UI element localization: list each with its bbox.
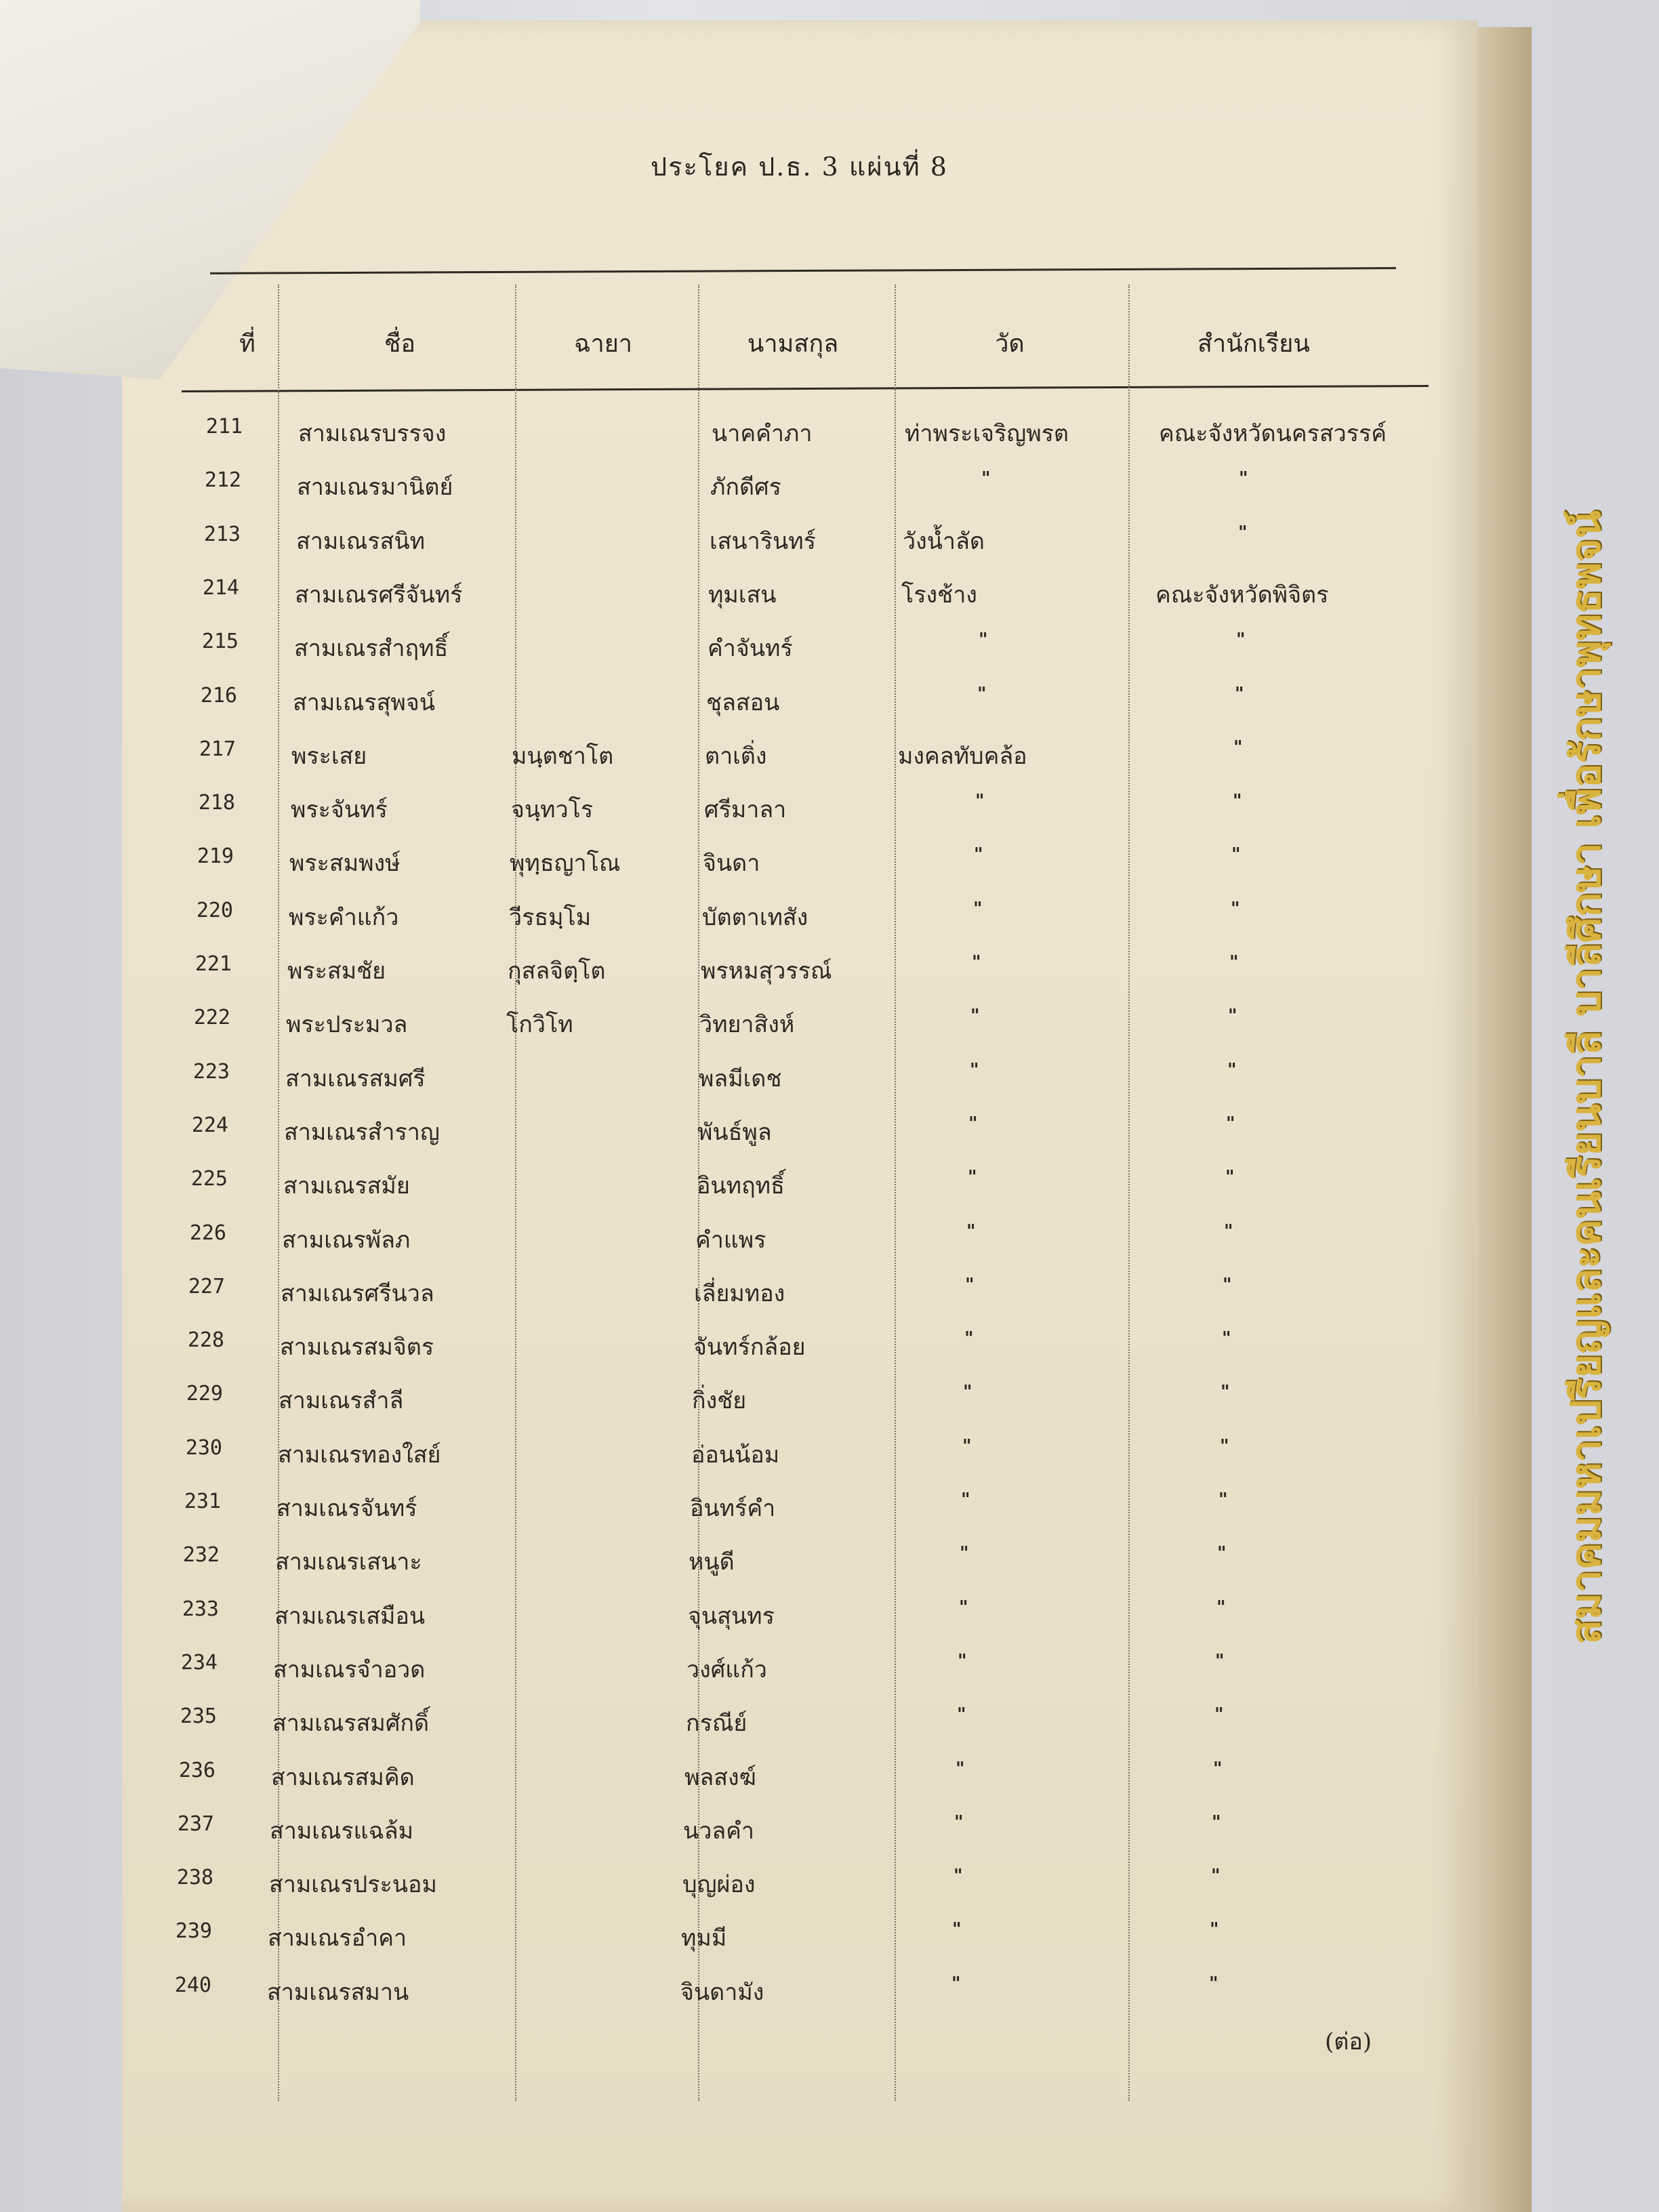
- cell-office: ": [1214, 1704, 1224, 1725]
- cell-office: ": [1213, 1759, 1223, 1779]
- cell-wat: ": [956, 1759, 965, 1779]
- table-row: [0, 1436, 1267, 1477]
- cell-no: 236: [178, 1759, 216, 1782]
- cell-alias: โกวิโท: [506, 1011, 573, 1038]
- cell-surname: ตาเติ่ง: [705, 743, 767, 770]
- table-row: [0, 1543, 1265, 1584]
- table-row: [0, 1113, 1273, 1154]
- cell-surname: ทุมมี: [681, 1925, 727, 1952]
- cell-wat: ": [958, 1651, 967, 1671]
- cell-name: สามเณรศรีจันทร์: [295, 581, 463, 609]
- cell-name: สามเณรสมศรี: [285, 1065, 426, 1092]
- cell-name: สามเณรเสนาะ: [275, 1549, 422, 1576]
- watermark: [1538, 447, 1633, 1708]
- cell-no: 223: [192, 1060, 230, 1084]
- cell-surname: คำจันทร์: [708, 635, 793, 662]
- cell-office: ": [1239, 468, 1248, 489]
- cell-no: 221: [194, 952, 232, 976]
- cell-office: ": [1211, 1866, 1221, 1886]
- cell-surname: จินดา: [703, 850, 760, 877]
- cell-name: พระจันทร์: [291, 796, 388, 823]
- cell-surname: พันธ์พูล: [697, 1119, 772, 1146]
- cell-name: สามเณรมานิตย์: [297, 474, 453, 501]
- cell-wat: ": [954, 1812, 964, 1832]
- cell-name: สามเณรสำราญ: [284, 1119, 440, 1146]
- watermark-text: สมาคมมหาเปรียญและคนเรียนบาลี บาลีศึกษา เพื่อรักษาพุทธพจน์: [1562, 510, 1610, 1645]
- cell-office: ": [1233, 737, 1243, 758]
- cell-no: 212: [204, 468, 241, 492]
- table-row: [0, 1919, 1257, 1960]
- cell-surname: ทุมเสน: [708, 581, 777, 609]
- table-row: [0, 1704, 1262, 1745]
- cell-office: ": [1215, 1651, 1225, 1671]
- cell-no: 222: [193, 1006, 230, 1029]
- table-row: [0, 1597, 1264, 1638]
- header-surname: นามสกุล: [747, 330, 839, 358]
- cell-office: ": [1238, 523, 1248, 543]
- cell-name: พระประมวล: [286, 1011, 408, 1038]
- cell-wat: ท่าพระเจริญพรต: [905, 420, 1069, 447]
- cell-surname: จุนสุนทร: [688, 1603, 775, 1630]
- cell-no: 238: [176, 1866, 213, 1889]
- cell-surname: กรณีย์: [686, 1710, 747, 1737]
- table-row: [0, 468, 1286, 509]
- cell-office: ": [1216, 1597, 1226, 1618]
- cell-surname: จันทร์กล้อย: [693, 1334, 806, 1361]
- cell-surname: นาคคำภา: [712, 420, 813, 447]
- cell-wat: โรงช้าง: [901, 581, 977, 609]
- cell-wat: ": [970, 1006, 980, 1026]
- cell-wat: ": [962, 1436, 972, 1456]
- cell-wat: ": [957, 1704, 966, 1725]
- cell-wat: ": [974, 844, 983, 865]
- cell-name: สามเณรสุพจน์: [293, 689, 436, 716]
- cell-office: ": [1210, 1919, 1219, 1940]
- cell-office: ": [1228, 1006, 1237, 1026]
- cell-office: ": [1233, 791, 1242, 811]
- table-row: [0, 1651, 1263, 1692]
- cell-surname: อ่อนน้อม: [691, 1441, 780, 1469]
- cell-office: ": [1235, 684, 1244, 704]
- cell-no: 239: [175, 1919, 212, 1943]
- cell-no: 234: [180, 1651, 218, 1675]
- cell-surname: พรหมสุวรรณ์: [701, 958, 832, 985]
- cell-no: 237: [177, 1812, 214, 1836]
- cell-no: 227: [188, 1275, 225, 1298]
- cell-office: ": [1218, 1490, 1228, 1510]
- cell-name: สามเณรเสมือน: [274, 1603, 426, 1630]
- table-row: [0, 844, 1279, 885]
- cell-name: สามเณรทองใสย์: [278, 1441, 441, 1469]
- header-no: ที่: [239, 330, 255, 358]
- cell-no: 233: [182, 1597, 219, 1621]
- cell-name: สามเณรประนอม: [269, 1871, 437, 1898]
- table-row: [0, 899, 1278, 939]
- cell-wat: ": [981, 468, 991, 489]
- cell-wat: ": [972, 952, 981, 972]
- table-row: [0, 1812, 1259, 1853]
- cell-wat: ": [960, 1543, 969, 1563]
- cell-office: ": [1212, 1812, 1221, 1832]
- cell-no: 213: [203, 523, 241, 546]
- cell-name: สามเณรจันทร์: [276, 1495, 417, 1522]
- cell-office: คณะจังหวัดพิจิตร: [1155, 581, 1329, 609]
- header-alias: ฉายา: [573, 330, 633, 358]
- continued-note: (ต่อ): [1325, 2028, 1372, 2055]
- cell-office: ": [1226, 1113, 1235, 1134]
- cell-surname: บัตตาเทสัง: [702, 904, 808, 931]
- cell-office: ": [1224, 1221, 1233, 1242]
- cell-wat: วังน้ำลัด: [903, 528, 985, 555]
- page-title: ประโยค ป.ธ. 3 แผ่นที่ 8: [651, 152, 948, 182]
- cell-wat: ": [979, 630, 988, 650]
- cell-no: 230: [185, 1436, 222, 1460]
- cell-no: 240: [174, 1973, 211, 1997]
- cell-wat: ": [952, 1919, 962, 1940]
- cell-wat: ": [965, 1275, 975, 1295]
- table-row: [0, 523, 1286, 563]
- header-name: ชื่อ: [384, 330, 416, 358]
- cell-office: ": [1225, 1167, 1235, 1187]
- cell-wat: ": [966, 1221, 976, 1242]
- table-row: [0, 1490, 1266, 1530]
- cell-surname: อินทฤทธิ์: [697, 1172, 785, 1200]
- cell-no: 224: [191, 1113, 228, 1137]
- cell-surname: ศรีมาลา: [704, 796, 787, 823]
- table-row: [0, 630, 1284, 670]
- cell-no: 217: [199, 737, 236, 761]
- cell-no: 218: [198, 791, 235, 815]
- cell-wat: ": [975, 791, 985, 811]
- cell-name: พระสมชัย: [287, 958, 386, 985]
- cell-office: ": [1220, 1436, 1229, 1456]
- table-row: [0, 1275, 1270, 1315]
- table-row: [0, 1382, 1268, 1422]
- cell-surname: วงศ์แก้ว: [687, 1656, 767, 1683]
- cell-office: ": [1227, 1060, 1237, 1080]
- table-row: [0, 1328, 1269, 1369]
- cell-name: สามเณรสมาน: [267, 1979, 409, 2006]
- cell-office: ": [1231, 899, 1240, 919]
- header-wat: วัด: [995, 330, 1025, 358]
- cell-name: สามเณรอำคา: [268, 1925, 407, 1952]
- cell-no: 220: [196, 899, 233, 922]
- cell-no: 235: [180, 1704, 217, 1728]
- cell-no: 215: [201, 630, 239, 653]
- cell-surname: วิทยาสิงห์: [699, 1011, 795, 1038]
- cell-alias: จนฺทวโร: [511, 796, 594, 823]
- cell-name: พระสมพงษ์: [289, 850, 401, 877]
- cell-name: สามเณรสำฤทธิ์: [294, 635, 449, 662]
- cell-name: สามเณรสมศักดิ์: [272, 1710, 430, 1737]
- table-row: [0, 737, 1281, 778]
- cell-surname: เลี่ยมทอง: [694, 1280, 785, 1307]
- cell-office: ": [1229, 952, 1239, 972]
- cell-no: 216: [200, 684, 237, 708]
- table-row: [0, 1006, 1275, 1046]
- cell-name: สามเณรแฉล้ม: [270, 1818, 414, 1845]
- cell-surname: เสนารินทร์: [710, 528, 816, 555]
- cell-name: สามเณรสำลี: [279, 1387, 404, 1414]
- cell-office: คณะจังหวัดนครสวรรค์: [1159, 420, 1387, 447]
- cell-surname: อินทร์คำ: [690, 1495, 776, 1522]
- cell-office: ": [1236, 630, 1246, 650]
- cell-no: 231: [184, 1490, 221, 1513]
- cell-surname: กิ่งชัย: [692, 1387, 747, 1414]
- cell-no: 226: [189, 1221, 226, 1245]
- cell-name: พระคำแก้ว: [289, 904, 399, 931]
- cell-surname: คำแพร: [695, 1227, 766, 1254]
- cell-no: 211: [205, 415, 243, 438]
- header-office: สำนักเรียน: [1197, 330, 1310, 358]
- cell-no: 228: [187, 1328, 224, 1352]
- table-row: [0, 1973, 1256, 2014]
- table-row: [0, 1866, 1258, 1906]
- cell-wat: ": [964, 1328, 974, 1349]
- cell-no: 214: [202, 576, 239, 600]
- cell-name: สามเณรสมคิด: [271, 1764, 415, 1791]
- cell-surname: นวลคำ: [683, 1818, 755, 1845]
- cell-wat: ": [951, 1973, 961, 1994]
- cell-surname: บุญผ่อง: [682, 1871, 756, 1898]
- table-row: [0, 576, 1329, 617]
- cell-office: ": [1222, 1328, 1231, 1349]
- table-row: [0, 415, 1387, 455]
- cell-name: สามเณรจำอวด: [273, 1656, 426, 1683]
- table-row: [0, 1060, 1275, 1101]
- cell-office: ": [1209, 1973, 1218, 1994]
- cell-office: ": [1231, 844, 1241, 865]
- cell-office: ": [1223, 1275, 1232, 1295]
- cell-wat: ": [954, 1866, 963, 1886]
- cell-name: สามเณรสมจิตร: [280, 1334, 434, 1361]
- cell-wat: ": [959, 1597, 968, 1618]
- cell-no: 225: [190, 1167, 228, 1191]
- cell-surname: ชุลสอน: [706, 689, 780, 716]
- cell-surname: พลมีเดช: [699, 1065, 782, 1092]
- cell-surname: ภักดีศร: [710, 474, 781, 501]
- cell-office: ": [1221, 1382, 1230, 1402]
- cell-alias: พุทฺธญาโณ: [510, 850, 621, 877]
- cell-wat: ": [968, 1113, 978, 1134]
- cell-wat: ": [961, 1490, 970, 1510]
- table-row: [0, 1759, 1261, 1799]
- cell-name: สามเณรศรีนวล: [281, 1280, 434, 1307]
- cell-alias: กุสลจิตฺโต: [508, 958, 606, 985]
- cell-no: 229: [186, 1382, 223, 1406]
- cell-wat: ": [963, 1382, 972, 1402]
- cell-name: สามเณรสมัย: [283, 1172, 410, 1200]
- cell-wat: ": [970, 1060, 979, 1080]
- table-row: [0, 1221, 1271, 1262]
- cell-name: สามเณรสนิท: [296, 528, 426, 555]
- cell-wat: ": [968, 1167, 977, 1187]
- table-row: [0, 791, 1280, 832]
- cell-surname: จินดามัง: [680, 1979, 764, 2006]
- cell-wat: ": [977, 684, 987, 704]
- cell-no: 232: [182, 1543, 220, 1567]
- table-row: [0, 1167, 1273, 1208]
- cell-no: 219: [197, 844, 234, 868]
- cell-office: ": [1217, 1543, 1227, 1563]
- table-row: [0, 952, 1277, 993]
- table-row: [0, 684, 1282, 724]
- cell-surname: หนูดี: [689, 1549, 735, 1576]
- cell-name: พระเสย: [291, 743, 367, 770]
- cell-wat: มงคลทับคล้อ: [898, 743, 1027, 770]
- cell-name: สามเณรบรรจง: [298, 420, 447, 447]
- cell-wat: ": [973, 899, 983, 919]
- cell-alias: มนฺตชาโต: [512, 743, 614, 770]
- cell-name: สามเณรพัลภ: [282, 1227, 411, 1254]
- cell-surname: พลสงฆ์: [684, 1764, 756, 1791]
- cell-alias: วีรธมฺโม: [509, 904, 592, 931]
